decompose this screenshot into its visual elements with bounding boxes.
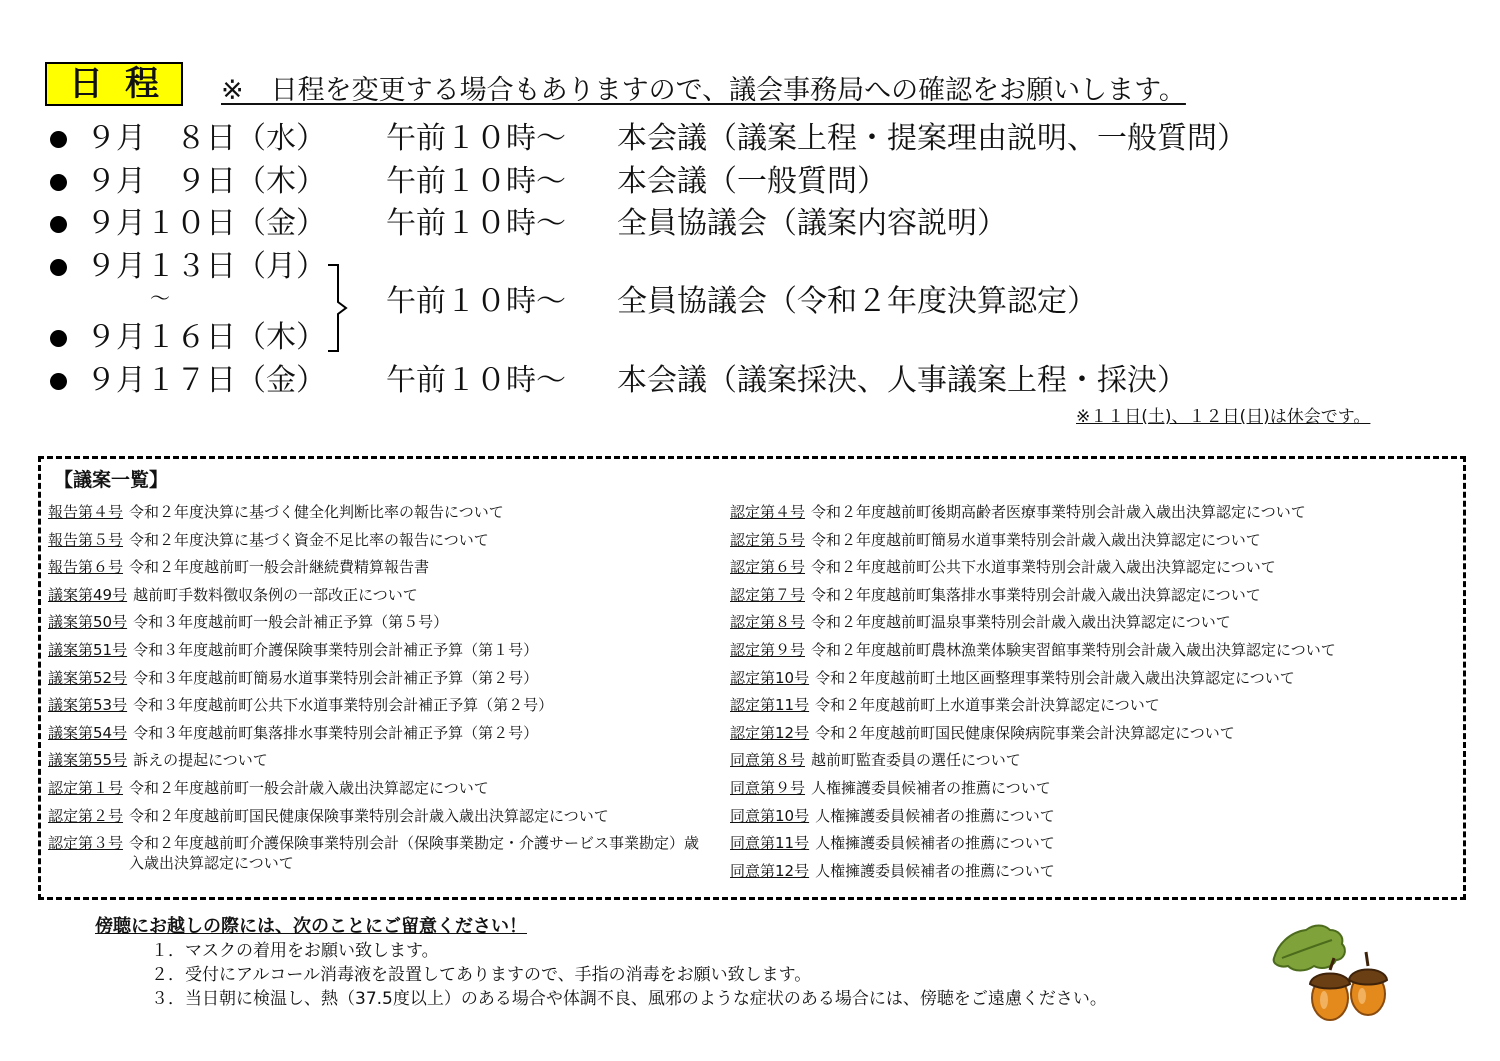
bullet-icon bbox=[50, 216, 67, 233]
cautions-section bbox=[95, 915, 1107, 1011]
bill-title: 越前町手数料徴収条例の一部改正について bbox=[133, 585, 418, 604]
list-item bbox=[48, 585, 728, 613]
bill-title: 令和２年度越前町温泉事業特別会計歳入歳出決算認定について bbox=[811, 613, 1231, 632]
list-item bbox=[730, 778, 1458, 806]
list-item bbox=[48, 530, 728, 558]
list-item bbox=[48, 833, 728, 879]
schedule-row bbox=[0, 161, 1500, 203]
schedule-date: ９月１７日（金） bbox=[86, 363, 326, 398]
caution-item: ２．受付にアルコール消毒液を設置してありますので、手指の消毒をお願い致します。 bbox=[151, 965, 812, 985]
bill-title: 令和２年度越前町上水道事業会計決算認定について bbox=[815, 696, 1160, 715]
schedule-event: 全員協議会（令和２年度決算認定） bbox=[617, 284, 1097, 319]
range-mark: ～ bbox=[150, 286, 170, 310]
bill-title: 令和２年度決算に基づく資金不足比率の報告について bbox=[129, 530, 489, 549]
bill-title: 越前町監査委員の選任について bbox=[811, 751, 1021, 770]
bill-title: 訴えの提起について bbox=[133, 751, 268, 770]
bill-title: 人権擁護委員候補者の推薦について bbox=[815, 861, 1055, 880]
list-item bbox=[48, 723, 728, 751]
bullet-icon bbox=[50, 259, 67, 276]
bill-number: 同意第８号 bbox=[730, 751, 806, 770]
bill-number: 認定第10号 bbox=[730, 668, 810, 687]
schedule-event: 本会議（議案採決、人事議案上程・採決） bbox=[617, 363, 1187, 398]
list-item bbox=[48, 695, 728, 723]
bill-title: 令和３年度越前町簡易水道事業特別会計補正予算（第２号） bbox=[133, 668, 539, 687]
bill-title: 令和２年度越前町公共下水道事業特別会計歳入歳出決算認定について bbox=[811, 558, 1276, 577]
bill-number: 議案第49号 bbox=[48, 585, 128, 604]
list-item bbox=[730, 750, 1458, 778]
bullet-icon bbox=[50, 373, 67, 390]
bill-number: 同意第12号 bbox=[730, 861, 810, 880]
list-item bbox=[730, 640, 1458, 668]
bill-list-title: 【議案一覧】 bbox=[54, 469, 169, 491]
list-item bbox=[730, 557, 1458, 585]
bill-number: 報告第６号 bbox=[48, 558, 124, 577]
list-item bbox=[730, 861, 1458, 889]
bill-number: 認定第９号 bbox=[730, 640, 806, 659]
bill-title: 令和３年度越前町公共下水道事業特別会計補正予算（第２号） bbox=[133, 696, 554, 715]
schedule-badge: 日程 bbox=[45, 62, 183, 106]
bill-title: 令和３年度越前町介護保険事業特別会計補正予算（第１号） bbox=[133, 640, 539, 659]
bill-title: 令和２年度越前町農林漁業体験実習館事業特別会計歳入歳出決算認定について bbox=[811, 640, 1336, 659]
schedule-date: ９月 ８日（水） bbox=[86, 121, 326, 156]
bill-number: 認定第３号 bbox=[48, 834, 124, 853]
list-item bbox=[730, 833, 1458, 861]
bill-title: 令和３年度越前町一般会計補正予算（第５号） bbox=[133, 613, 449, 632]
holiday-note: ※１１日(土)、１２日(日)は休会です。 bbox=[1076, 407, 1371, 427]
schedule-time: 午前１０時～ bbox=[386, 284, 566, 319]
list-item bbox=[730, 723, 1458, 751]
schedule-date: ９月 ９日（木） bbox=[86, 164, 326, 199]
bill-number: 同意第９号 bbox=[730, 778, 806, 797]
bill-title: 令和２年度越前町国民健康保険病院事業会計決算認定について bbox=[815, 723, 1235, 742]
caution-item: ３．当日朝に検温し、熱（37.5度以上）のある場合や体調不良、風邪のような症状のある場合には、傍聴をご遠慮ください。 bbox=[151, 989, 1107, 1009]
bill-title: 令和２年度越前町国民健康保険事業特別会計歳入歳出決算認定について bbox=[129, 806, 609, 825]
bill-title: 令和２年度越前町土地区画整理事業特別会計歳入歳出決算認定について bbox=[815, 668, 1295, 687]
change-notice: ※ 日程を変更する場合もありますので、議会事務局への確認をお願いします。 bbox=[221, 75, 1186, 106]
bill-number: 認定第４号 bbox=[730, 503, 806, 521]
list-item bbox=[730, 530, 1458, 558]
schedule-row bbox=[0, 317, 1500, 359]
list-item bbox=[48, 612, 728, 640]
bill-number: 認定第１号 bbox=[48, 778, 124, 797]
bill-number: 議案第50号 bbox=[48, 613, 128, 632]
list-item bbox=[730, 585, 1458, 613]
schedule-time: 午前１０時～ bbox=[386, 164, 566, 199]
bill-title: 令和３年度越前町集落排水事業特別会計補正予算（第２号） bbox=[133, 723, 539, 742]
schedule-date: ９月１６日（木） bbox=[86, 320, 326, 355]
bill-title: 人権擁護委員候補者の推薦について bbox=[815, 806, 1055, 825]
bill-number: 議案第51号 bbox=[48, 640, 128, 659]
schedule-date: ９月１０日（金） bbox=[86, 206, 326, 241]
bill-number: 議案第55号 bbox=[48, 751, 128, 770]
list-item bbox=[48, 640, 728, 668]
schedule-time: 午前１０時～ bbox=[386, 363, 566, 398]
bill-number: 認定第６号 bbox=[730, 558, 806, 577]
schedule-row bbox=[0, 203, 1500, 245]
bill-number: 議案第52号 bbox=[48, 668, 128, 687]
list-item bbox=[730, 502, 1458, 530]
list-item bbox=[730, 806, 1458, 834]
schedule-row bbox=[0, 360, 1500, 402]
list-item bbox=[48, 750, 728, 778]
bill-title: 令和２年度越前町後期高齢者医療事業特別会計歳入歳出決算認定について bbox=[811, 503, 1306, 521]
bill-list-right-column bbox=[730, 502, 1458, 888]
bill-number: 認定第11号 bbox=[730, 696, 810, 715]
acorn-illustration-icon bbox=[1268, 918, 1398, 1022]
schedule-header bbox=[45, 62, 1305, 110]
schedule-time: 午前１０時～ bbox=[386, 121, 566, 156]
bill-number: 議案第54号 bbox=[48, 723, 128, 742]
cautions-title: 傍聴にお越しの際には、次のことにご留意ください！ bbox=[95, 916, 527, 937]
schedule-time: 午前１０時～ bbox=[386, 206, 566, 241]
list-item bbox=[730, 612, 1458, 640]
list-item bbox=[730, 668, 1458, 696]
bill-list-left-column bbox=[48, 502, 728, 879]
schedule-event: 本会議（一般質問） bbox=[617, 164, 887, 199]
bill-number: 同意第11号 bbox=[730, 834, 810, 853]
list-item bbox=[48, 668, 728, 696]
bill-title: 人権擁護委員候補者の推薦について bbox=[815, 834, 1055, 853]
list-item bbox=[48, 557, 728, 585]
bullet-icon bbox=[50, 174, 67, 191]
list-item bbox=[48, 778, 728, 806]
bill-number: 認定第７号 bbox=[730, 585, 806, 604]
bill-title: 令和２年度決算に基づく健全化判断比率の報告について bbox=[129, 503, 504, 521]
bill-title: 令和２年度越前町簡易水道事業特別会計歳入歳出決算認定について bbox=[811, 530, 1261, 549]
bill-number: 報告第５号 bbox=[48, 530, 124, 549]
bullet-icon bbox=[50, 330, 67, 347]
bill-number: 同意第10号 bbox=[730, 806, 810, 825]
bill-title: 令和２年度越前町集落排水事業特別会計歳入歳出決算認定について bbox=[811, 585, 1261, 604]
schedule-row bbox=[0, 118, 1500, 160]
bill-title: 令和２年度越前町介護保険事業特別会計（保険事業勘定・介護サービス事業勘定）歳入歳出決算認定について bbox=[129, 834, 700, 873]
bill-title: 令和２年度越前町一般会計継続費精算報告書 bbox=[129, 558, 430, 577]
bill-title: 人権擁護委員候補者の推薦について bbox=[811, 778, 1051, 797]
bill-number: 議案第53号 bbox=[48, 696, 128, 715]
caution-item: １．マスクの着用をお願い致します。 bbox=[151, 941, 439, 961]
bill-number: 認定第２号 bbox=[48, 806, 124, 825]
bill-number: 認定第12号 bbox=[730, 723, 810, 742]
bill-number: 認定第５号 bbox=[730, 530, 806, 549]
schedule-event: 本会議（議案上程・提案理由説明、一般質問） bbox=[617, 121, 1247, 156]
list-item bbox=[48, 502, 728, 530]
schedule-event: 全員協議会（議案内容説明） bbox=[617, 206, 1007, 241]
bill-number: 報告第４号 bbox=[48, 503, 124, 521]
list-item bbox=[730, 695, 1458, 723]
bullet-icon bbox=[50, 131, 67, 148]
list-item bbox=[48, 806, 728, 834]
bill-number: 認定第８号 bbox=[730, 613, 806, 632]
schedule-date: ９月１３日（月） bbox=[86, 249, 326, 284]
bill-title: 令和２年度越前町一般会計歳入歳出決算認定について bbox=[129, 778, 489, 797]
